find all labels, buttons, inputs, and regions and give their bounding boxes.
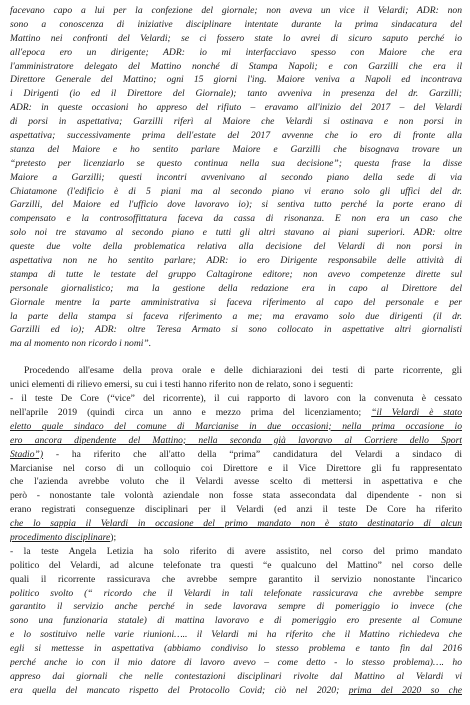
quote-line: all'epoca ero un dirigente; ADR: io mi interfacciavo spesso con Maiore che era [10,46,462,58]
analysis-paragraph [10,364,462,392]
quote-line: compensato e la controsoffittatura faceva da cassa di risonanza. E non era un caso che [10,213,462,225]
quote-line: Chiatamone (l'edificio è di 5 piani ma al secondo piano vi erano solo gli uffici del dr. [10,185,462,197]
text-line: Marcianise nel corso di un colloquio coi Direttore e il Vice Direttore gli fu rappresentato [10,462,462,474]
text-line: Procedendo all'esame della prova orale e delle dichiarazioni dei testi di parte ricorrente, gli [24,365,462,377]
quote-line: Garzilli ed io); ADR: oltre Teresa Armato si sono collocato in aspettative altri giornalisti [10,324,462,336]
text-line: garantito il servizio anche perché in sede lavorava sempre di pomeriggio io invece (che [10,601,462,613]
text-line [10,406,462,420]
text-line: politico del Velardi, ad alcune telefonate tra questi “e qualcuno del Mattino” nel corso delle [10,559,462,571]
deposition-quote [10,4,462,351]
quote-line: sono a conoscenza di iniziative disciplinare intentate durante la prima sindacatura del [10,18,462,30]
quote-line: facevano capo a lui per la confezione del giornale; non aveva un vice il Velardi; ADR: non [10,5,462,16]
text-line: politico svolto (“ ricordo che il Velardi in tali telefonate rassicurava che avrebbe sempre [10,587,462,599]
quote-line: ADR: in queste occasioni ho appreso del rifiuto – eravamo all'inizio del 2017 – del Velardi [10,102,462,114]
quote-line: aspettativa; successivamente prima dell'estate del 2017 avvenne che io ero di fronte alla [10,130,462,142]
text-run: - ha riferito che all'atto della “prima” candidatura del Velardi a sindaco di [43,448,462,460]
text-line: e lo sostituivo nelle varie riunioni….. il Velardi mi ha riferito che il Mattino richiedeva che [10,629,462,641]
underlined-quote-line: ero ancora dipendente del Mattino; nella seconda già lavoravo al Corriere dello Sport [10,434,462,446]
testimony-de-core [10,392,462,545]
quote-line: la parte della stampa si faceva riferimento a me; ma eravamo solo due dirigenti (il dr. [10,310,462,322]
quote-line: di porsi in aspettativa; Garzilli riferì al Maiore che Velardi si ostinava e non porsi in [10,116,462,128]
underlined-quote-line: eletto quale sindaco del comune di Marcianise in due occasioni; nella prima occasione io [10,420,462,432]
text-run: era quella del mancato rispetto del Protocollo Covid; ciò nel 2020; [10,684,349,696]
quote-line: queste due volte della problematica relativa alla decisione del Velardi di non porsi in [10,241,462,253]
quote-line: l'amministratore delegato del Mattino nonché di Stampa Napoli; e con Garzilli che era il [10,60,462,72]
text-run: ); [110,531,117,543]
quote-line: personale giornalistico; ma la gestione della redazione era in capo al Direttore del [10,282,462,294]
underlined-quote: procedimento disciplinare [10,531,111,543]
quote-line: Maiore a Garzilli; questi incontri avvenivano al secondo piano della sede di via [10,171,462,183]
underlined-quote: Stadio”) [10,448,44,460]
text-line [10,448,462,462]
underlined-quote: “il Velardi è stato [371,406,462,418]
text-line: quali il ricorrente rassicurava che avrebbe sempre garantito il servizio nonostante l'incarico [10,573,462,585]
text-line: perché anche io con il mio datore di lavoro avevo – come detto - lo stesso problema)…. ho [10,656,462,668]
quote-line: i Dirigenti (io ed il Direttore del Giornale); tanto avveniva in presenza del dr. Garzilli; [10,88,462,100]
underlined-quote-line: che lo sappia il Velardi in occasione del primo mandato non è stato destinatario di alcun [10,518,462,530]
testimony-letizia [10,545,462,698]
text-line: erano registrati conseguenze disciplinari per il Velardi (ed anzi il teste De Core ha riferito [10,504,462,516]
text-line: che l'azienda avrebbe voluto che il Velardi avesse scelto di mettersi in aspettativa e che [10,476,462,488]
quote-line: solo noi tre stavamo al secondo piano e tutti gli altri stavano ai piani superiori. ADR: oltre [10,227,462,239]
quote-line: Mattino nei confronti del Velardi; se ci fossero state lo avrei di sicuro saputo perché io [10,32,462,44]
text-line: però - nonostante tale volontà aziendale non fosse stata assecondata dal dipendente - non si [10,490,462,502]
text-line: unici elementi di rilievo emersi, su cui i testi hanno riferito non de relato, sono i seguenti: [10,379,354,391]
text-line: sono una funzionaria statale) di mattina lavoravo e di pomeriggio ero presente al Comune [10,615,462,627]
quote-line: aspettativa non ne ho sentito parlare; ADR: io ero Dirigente responsabile delle attività di [10,255,462,267]
text-line [10,684,462,698]
paragraph-gap [10,351,462,364]
text-line: appreso dai giornali che nelle contestazioni disciplinari rivolte dal Mattino al Velardi vi [10,670,462,682]
quote-line: stampa di tutte le testate del gruppo Caltagirone editore; non avevo competenze dirette sul [10,268,462,280]
underlined-text: prima del 2020 so che [348,684,462,696]
text-line: - il teste De Core (“vice” del ricorrente), il cui rapporto di lavoro con la convenuta è cessato [10,393,462,405]
quote-line: Giornale mentre la parte amministrativa si faceva riferimento al capo del personale e per [10,296,462,308]
text-line: - la teste Angela Letizia ha solo riferito di avere assistito, nel corso del primo mandato [10,545,462,557]
quote-line: stanza del Maiore e ho sentito parlare Maiore e Garzilli che bisognava trovare un [10,143,462,155]
quote-line: Direttore Generale del Mattino; ogni 15 giorni l'ing. Maiore veniva a Napoli ed incontrava [10,74,462,86]
text-line: egli si mettesse in aspettativa (abbiamo condiviso lo stesso problema e tanto fin dal 2016 [10,643,462,655]
text-run: nell'aprile 2019 (quindi circa un anno e mezzo prima del licenziamento; [10,406,372,418]
text-line [10,531,462,545]
quote-line: ma al momento non ricordo i nomi”. [10,338,152,350]
quote-line: “pretesto per licenziarlo se questo continua nella sua decisione”; questa frase la disse [10,157,462,169]
quote-line: Garzilli, del Maiore ed l'ufficio dove lavoravo io); si sentiva tutto perché la porte erano di [10,199,462,211]
